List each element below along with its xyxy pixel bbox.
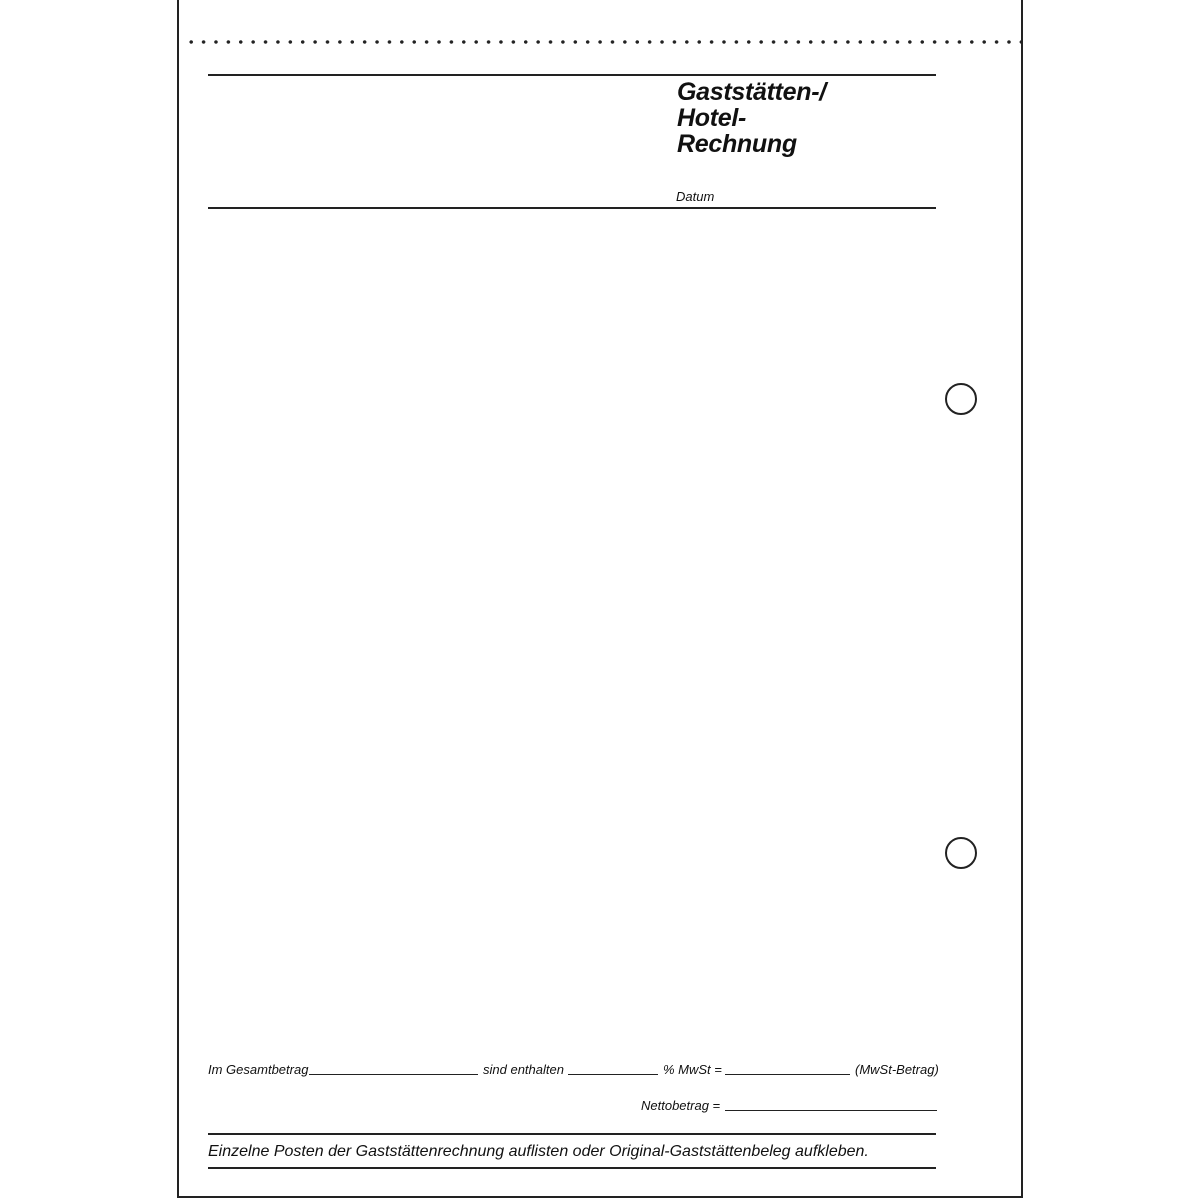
punch-hole-bottom: [945, 837, 977, 869]
net-label: Nettobetrag =: [641, 1098, 721, 1113]
contained-label: sind enthalten: [483, 1062, 564, 1077]
net-amount-field[interactable]: [725, 1110, 937, 1111]
header-top-rule: [208, 74, 936, 76]
vat-amount-field[interactable]: [725, 1074, 850, 1075]
perforation-line: [185, 40, 1021, 44]
footer-instruction: Einzelne Posten der Gaststättenrechnung auflisten oder Original-Gaststättenbeleg aufkleben.: [208, 1143, 869, 1160]
footer-bottom-rule: [208, 1167, 936, 1169]
punch-hole-top: [945, 383, 977, 415]
total-amount-field[interactable]: [309, 1074, 478, 1075]
vat-label: % MwSt =: [663, 1062, 722, 1077]
title-line-3: Rechnung: [677, 130, 797, 158]
form-title: [677, 79, 826, 157]
title-line-1: Gaststätten-/: [677, 78, 826, 106]
header-bottom-rule: [208, 207, 936, 209]
total-label: Im Gesamtbetrag: [208, 1062, 309, 1077]
vat-amount-label: (MwSt-Betrag): [855, 1062, 939, 1077]
footer-top-rule: [208, 1133, 936, 1135]
form-sheet: [177, 0, 1023, 1198]
vat-rate-field[interactable]: [568, 1074, 658, 1075]
date-label: Datum: [676, 189, 715, 204]
title-line-2: Hotel-: [677, 104, 747, 132]
